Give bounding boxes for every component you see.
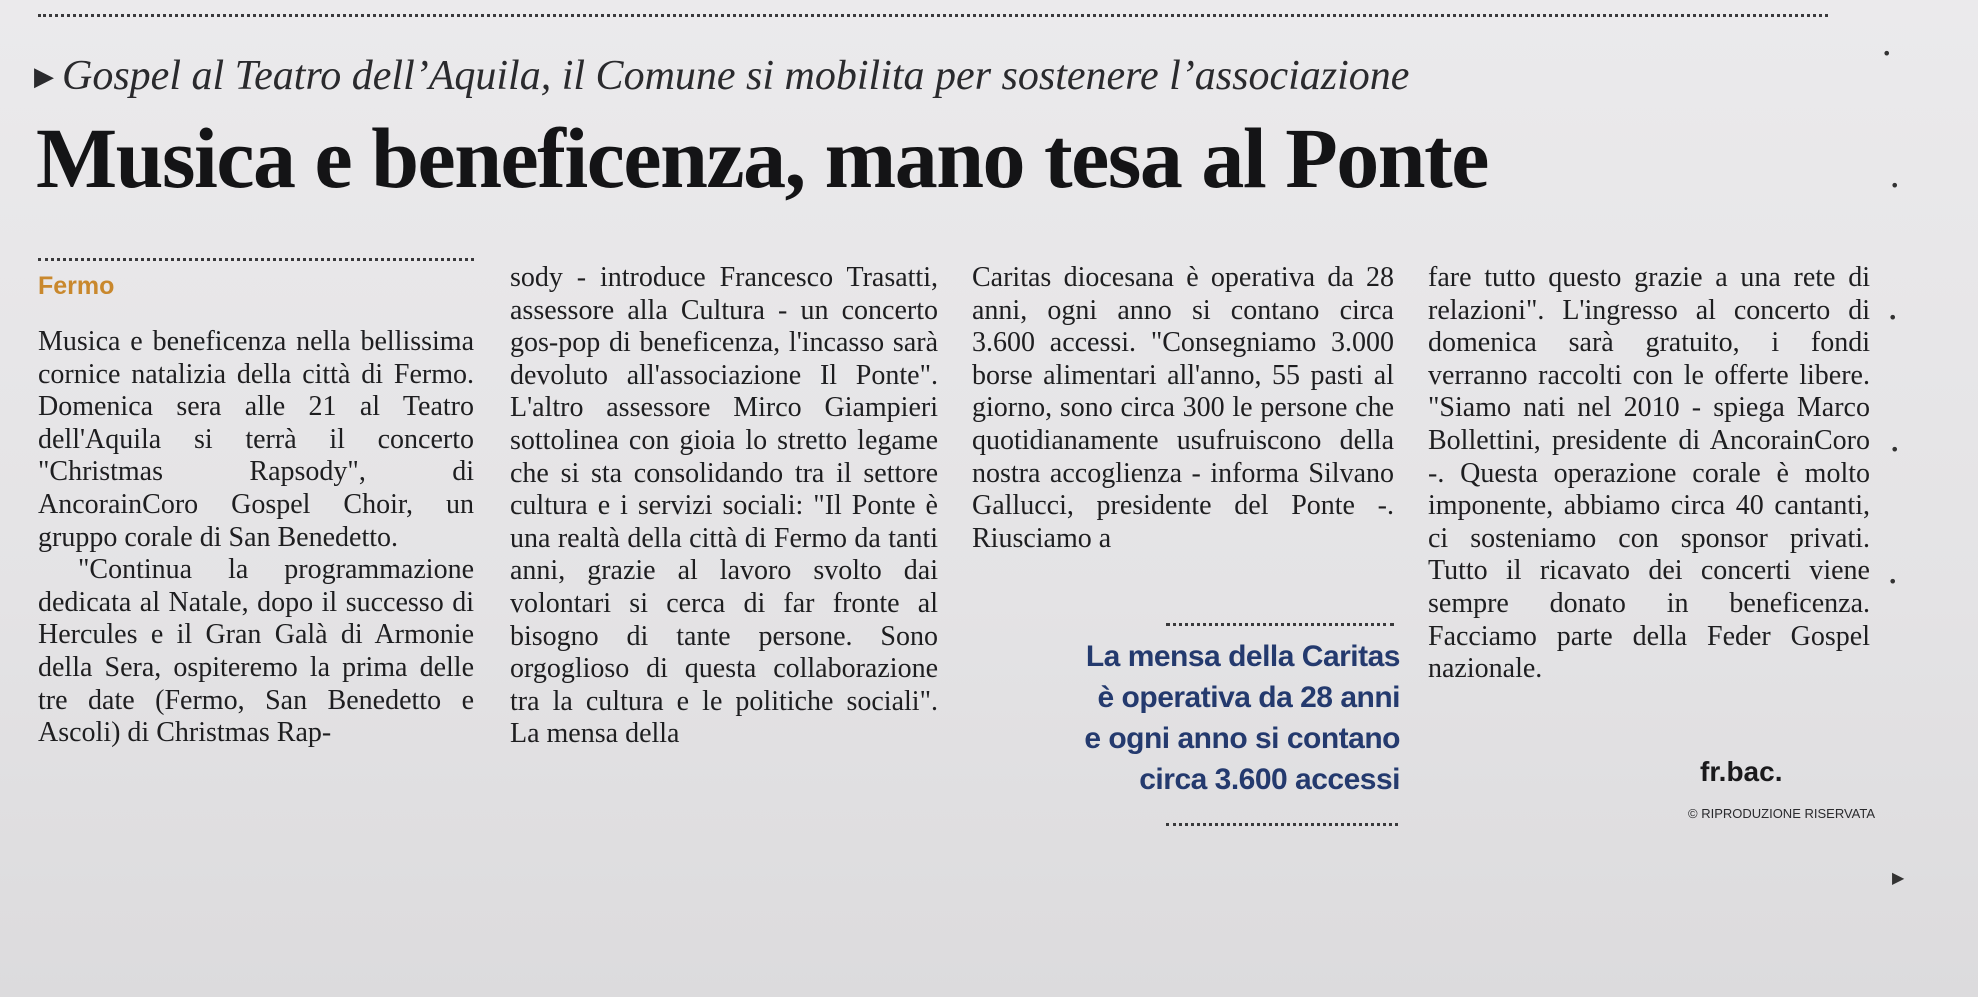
copyright-notice: © RIPRODUZIONE RISERVATA: [1688, 806, 1876, 821]
kicker-text: Gospel al Teatro dell’Aquila, il Comune si mobilita per sostenere l’associazione: [62, 53, 1410, 99]
paragraph: "Continua la programmazione dedicata al Natale, dopo il successo di Hercules e il Gran Galà di Armonie della Sera, ospiteremo la prima delle tre date (Fermo, San Benedetto e Ascoli) di Christmas Rap-: [38, 554, 474, 749]
article-column-3: [972, 262, 1394, 555]
paragraph: Musica e beneficenza nella bellissima cornice natalizia della città di Fermo. Domenica sera alle 21 al Teatro dell'Aquila si terrà il concerto "Christmas Rapsody", di AncorainCoro Gospel Choir, un gruppo corale di San Benedetto.: [38, 326, 474, 553]
author-signature: fr.bac.: [1700, 756, 1783, 787]
article-column-1: [38, 326, 474, 750]
page-edge-mark-icon: ▶: [1892, 868, 1905, 887]
column-dotted-rule: [38, 258, 474, 261]
page-edge-mark-icon: •: [1890, 176, 1900, 195]
section-label: Fermo: [38, 272, 115, 300]
headline: Musica e beneficenza, mano tesa al Ponte: [36, 110, 1488, 206]
article-column-4: [1428, 262, 1870, 686]
pull-quote-line: La mensa della Caritas: [1085, 640, 1400, 673]
page-edge-mark-icon: •: [1882, 44, 1892, 63]
pull-quote-top-rule: [1166, 623, 1394, 626]
kicker: [34, 52, 1409, 100]
pull-quote-line: circa 3.600 accessi: [1139, 763, 1400, 796]
page-edge-mark-icon: •: [1888, 308, 1898, 327]
top-dotted-rule: [38, 14, 1828, 17]
paragraph: sody - introduce Francesco Trasatti, assessore alla Cultura - un concerto gos-pop di beneficenza, l'incasso sarà devoluto all'associazione Il Ponte". L'altro assessore Mirco Giampieri sottolinea con gioia lo stretto legame che si sta consolidando tra il settore cultura e i servizi sociali: "Il Ponte è una realtà della città di Fermo da tanti anni, grazie al lavoro svolto dai volontari si cerca di far fronte al bisogno di tante persone. Sono orgoglioso di questa collaborazione tra la cultura e le politiche sociali". La mensa della: [510, 262, 938, 750]
pull-quote: [1000, 636, 1400, 800]
page-edge-mark-icon: •: [1890, 440, 1900, 459]
page-edge-mark-icon: •: [1888, 572, 1898, 591]
paragraph: fare tutto questo grazie a una rete di relazioni". L'ingresso al concerto di domenica sarà gratuito, i fondi verranno raccolti con le offerte libere. "Siamo nati nel 2010 - spiega Marco Bollettini, presidente di AncorainCoro -. Questa operazione corale è molto imponente, abbiamo circa 40 cantanti, ci sosteniamo con sponsor privati. Tutto il ricavato dei concerti viene sempre donato in beneficenza. Facciamo parte della Feder Gospel nazionale.: [1428, 262, 1870, 685]
article-column-2: [510, 262, 938, 751]
pull-quote-line: e ogni anno si contano: [1084, 722, 1400, 755]
paragraph: Caritas diocesana è operativa da 28 anni, ogni anno si contano circa 3.600 accessi. "Consegniamo 3.000 borse alimentari all'anno, 55 pasti al giorno, sono circa 300 le persone che quotidianamente usufruiscono della nostra accoglienza - informa Silvano Gallucci, presidente del Ponte -. Riusciamo a: [972, 262, 1394, 554]
pull-quote-line: è operativa da 28 anni: [1097, 681, 1400, 714]
pull-quote-bottom-rule: [1166, 823, 1398, 826]
triangle-bullet-icon: ▶: [34, 62, 54, 91]
